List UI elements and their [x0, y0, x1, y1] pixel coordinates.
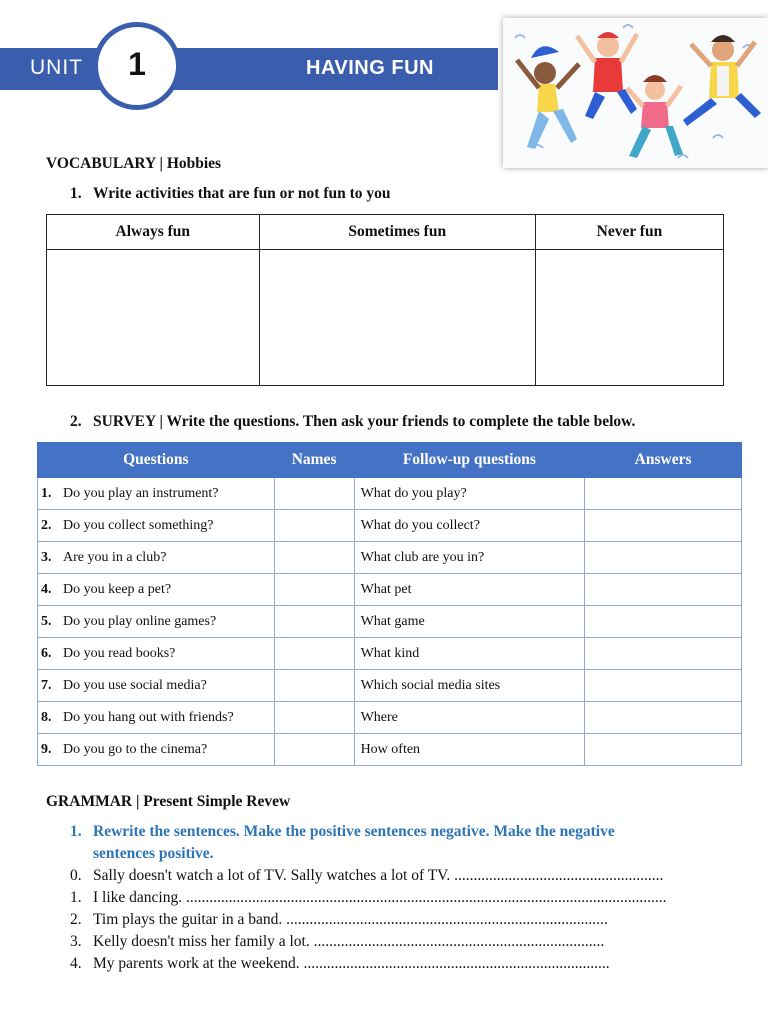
- name-cell[interactable]: [274, 670, 354, 702]
- grammar-task-number: 1.: [70, 823, 82, 840]
- table-row: [38, 542, 742, 574]
- answer-cell[interactable]: [585, 542, 742, 574]
- answer-cell[interactable]: [585, 478, 742, 510]
- header-names: Names: [274, 443, 354, 478]
- followup-text: What do you play?: [354, 478, 585, 510]
- always-fun-cell[interactable]: [47, 250, 260, 386]
- table-row: [38, 510, 742, 542]
- header-always-fun: Always fun: [47, 215, 260, 250]
- sentence-number: 2.: [70, 911, 82, 928]
- grammar-heading: GRAMMAR | Present Simple Revew: [46, 793, 291, 810]
- name-cell[interactable]: [274, 638, 354, 670]
- answer-cell[interactable]: [585, 638, 742, 670]
- sometimes-fun-cell[interactable]: [259, 250, 535, 386]
- survey-table: [37, 442, 742, 766]
- sentence-line: Kelly doesn't miss her family a lot. ...........................................................................: [93, 933, 605, 950]
- task2-number: 2.: [70, 413, 82, 430]
- followup-text: What pet: [354, 574, 585, 606]
- answer-cell[interactable]: [585, 510, 742, 542]
- answer-cell[interactable]: [585, 670, 742, 702]
- row-number: 1.: [41, 485, 52, 501]
- task1-number: 1.: [70, 185, 82, 202]
- row-number: 8.: [41, 709, 52, 725]
- row-number: 3.: [41, 549, 52, 565]
- name-cell[interactable]: [274, 702, 354, 734]
- sentence-number: 0.: [70, 867, 82, 884]
- sentence-number: 1.: [70, 889, 82, 906]
- never-fun-cell[interactable]: [535, 250, 723, 386]
- row-number: 2.: [41, 517, 52, 533]
- question-text: Do you keep a pet?: [63, 581, 172, 597]
- answer-cell[interactable]: [585, 574, 742, 606]
- followup-text: What do you collect?: [354, 510, 585, 542]
- followup-text: What game: [354, 606, 585, 638]
- sentence-line: My parents work at the weekend. ...............................................................................: [93, 955, 610, 972]
- name-cell[interactable]: [274, 574, 354, 606]
- name-cell[interactable]: [274, 478, 354, 510]
- question-text: Do you go to the cinema?: [63, 741, 208, 757]
- sentence-line: I like dancing. ............................................................................................................................: [93, 889, 667, 906]
- question-text: Do you play an instrument?: [63, 485, 219, 501]
- vocabulary-heading: VOCABULARY | Hobbies: [46, 155, 222, 172]
- header-never-fun: Never fun: [535, 215, 723, 250]
- row-number: 4.: [41, 581, 52, 597]
- name-cell[interactable]: [274, 734, 354, 766]
- followup-text: What club are you in?: [354, 542, 585, 574]
- answer-cell[interactable]: [585, 734, 742, 766]
- answer-cell[interactable]: [585, 606, 742, 638]
- grammar-instruction-line1: Rewrite the sentences. Make the positive sentences negative. Make the negative: [93, 823, 615, 840]
- table-row: [38, 702, 742, 734]
- row-number: 9.: [41, 741, 52, 757]
- sentence-number: 3.: [70, 933, 82, 950]
- sentence-line: Tim plays the guitar in a band. ...................................................................................: [93, 911, 608, 928]
- unit-number: 1: [128, 46, 146, 82]
- unit-label: UNIT: [30, 56, 83, 79]
- header-sometimes-fun: Sometimes fun: [259, 215, 535, 250]
- question-text: Do you read books?: [63, 645, 176, 661]
- table-row: [38, 478, 742, 510]
- question-text: Do you hang out with friends?: [63, 709, 234, 725]
- task2-instruction: SURVEY | Write the questions. Then ask your friends to complete the table below.: [93, 413, 636, 430]
- header-questions: Questions: [38, 443, 275, 478]
- followup-text: How often: [354, 734, 585, 766]
- sentence-number: 4.: [70, 955, 82, 972]
- table-row: [38, 670, 742, 702]
- followup-text: Which social media sites: [354, 670, 585, 702]
- kids-jumping-illustration: [503, 18, 768, 168]
- question-text: Do you collect something?: [63, 517, 214, 533]
- followup-text: Where: [354, 702, 585, 734]
- table-row: [38, 734, 742, 766]
- table-row: [38, 638, 742, 670]
- table-row: [38, 606, 742, 638]
- row-number: 6.: [41, 645, 52, 661]
- name-cell[interactable]: [274, 542, 354, 574]
- row-number: 7.: [41, 677, 52, 693]
- grammar-instruction-line2: sentences positive.: [93, 845, 214, 862]
- question-text: Are you in a club?: [63, 549, 167, 565]
- row-number: 5.: [41, 613, 52, 629]
- name-cell[interactable]: [274, 510, 354, 542]
- answer-cell[interactable]: [585, 702, 742, 734]
- task1-instruction: Write activities that are fun or not fun to you: [93, 185, 391, 202]
- followup-text: What kind: [354, 638, 585, 670]
- question-text: Do you play online games?: [63, 613, 217, 629]
- fun-activities-table: [46, 214, 724, 386]
- unit-title: HAVING FUN: [306, 57, 434, 79]
- header-answers: Answers: [585, 443, 742, 478]
- header-followup: Follow-up questions: [354, 443, 585, 478]
- name-cell[interactable]: [274, 606, 354, 638]
- question-text: Do you use social media?: [63, 677, 207, 693]
- sentence-line: Sally doesn't watch a lot of TV. Sally watches a lot of TV. ......................................................: [93, 867, 664, 884]
- table-row: [38, 574, 742, 606]
